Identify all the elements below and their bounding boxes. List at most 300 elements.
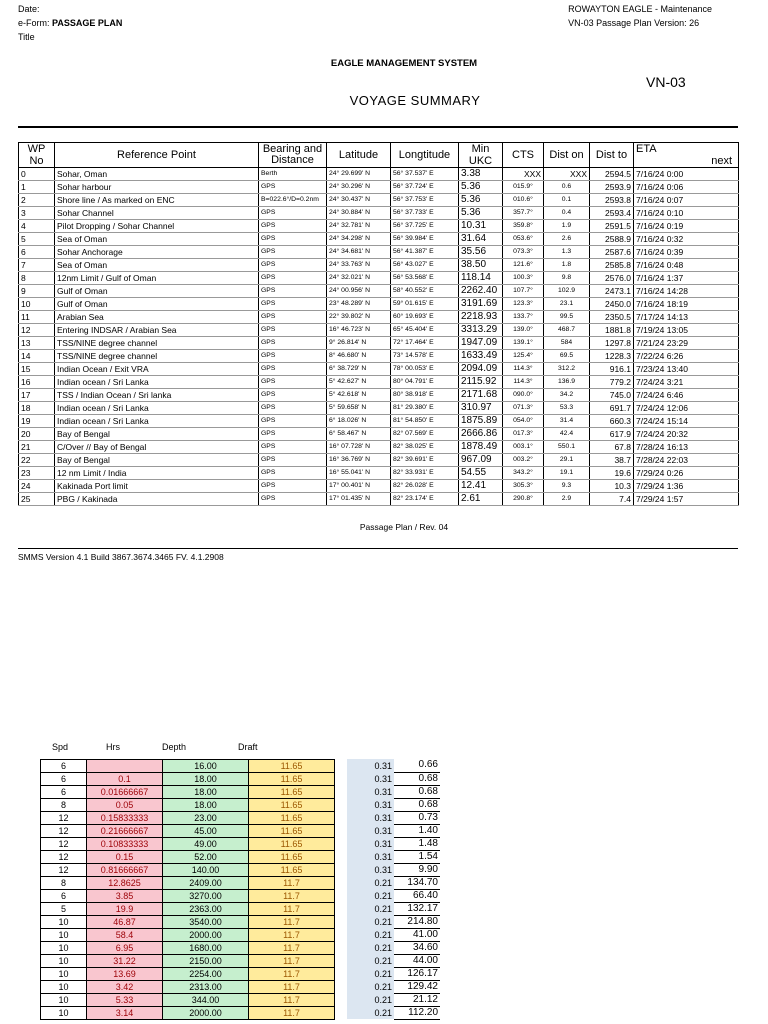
calc-cell-draft: 11.65: [249, 812, 335, 825]
factor-table: [347, 759, 440, 1020]
cell-dist-on: 99.5: [544, 311, 590, 324]
factor-cell-factor: 0.31: [347, 772, 394, 785]
calc-cell-hrs: 0.81666667: [87, 864, 163, 877]
cell-eta: 7/22/24 6:26: [634, 350, 739, 363]
cell-bearing-distance: GPS: [259, 272, 327, 285]
col-latitude: Latitude: [327, 143, 391, 168]
factor-cell-factor: 0.21: [347, 928, 394, 941]
cell-longitude: 72° 17.464' E: [391, 337, 459, 350]
table-row: [19, 454, 739, 467]
voyage-summary-title: VOYAGE SUMMARY: [349, 93, 481, 108]
calc-row: [41, 799, 335, 812]
calc-cell-hrs: 0.1: [87, 773, 163, 786]
date-label: Date:: [18, 4, 40, 14]
cell-cts: 010.6°: [503, 194, 544, 207]
cell-min-ukc: 5.36: [459, 181, 503, 194]
factor-row: [347, 967, 440, 980]
cell-min-ukc: 54.55: [459, 467, 503, 480]
cell-cts: 290.8°: [503, 493, 544, 506]
factor-cell-value: 9.90: [394, 863, 440, 876]
factor-row: [347, 915, 440, 928]
calc-cell-depth: 18.00: [163, 799, 249, 812]
factor-row: [347, 850, 440, 863]
factor-cell-factor: 0.31: [347, 824, 394, 837]
factor-row: [347, 980, 440, 993]
eform-line: [18, 16, 122, 30]
calc-header-depth: Depth: [162, 742, 187, 752]
cell-reference-point: Indian ocean / Sri Lanka: [55, 415, 259, 428]
cell-bearing-distance: GPS: [259, 402, 327, 415]
table-row: [19, 467, 739, 480]
cell-cts: 071.3°: [503, 402, 544, 415]
cell-dist-on: 0.4: [544, 207, 590, 220]
calc-row: [41, 903, 335, 916]
factor-row: [347, 772, 440, 785]
cell-eta: 7/16/24 18:19: [634, 298, 739, 311]
cell-eta: 7/28/24 22:03: [634, 454, 739, 467]
table-row: [19, 350, 739, 363]
calc-cell-depth: 2363.00: [163, 903, 249, 916]
cell-latitude: 8° 46.680' N: [327, 350, 391, 363]
cell-wp-no: 22: [19, 454, 55, 467]
cell-latitude: 6° 58.467' N: [327, 428, 391, 441]
col-min-ukc: Min UKC: [459, 143, 503, 168]
cell-dist-to: 779.2: [590, 376, 634, 389]
cell-cts: XXX: [503, 168, 544, 181]
factor-cell-factor: 0.21: [347, 993, 394, 1006]
col-eta: [634, 143, 739, 168]
table-row: [19, 298, 739, 311]
calc-cell-draft: 11.65: [249, 773, 335, 786]
cell-min-ukc: 2218.93: [459, 311, 503, 324]
cell-longitude: 73° 14.578' E: [391, 350, 459, 363]
calc-row: [41, 838, 335, 851]
calc-cell-depth: 3540.00: [163, 916, 249, 929]
cell-dist-on: 23.1: [544, 298, 590, 311]
cell-latitude: 6° 18.026' N: [327, 415, 391, 428]
cell-cts: 054.0°: [503, 415, 544, 428]
cell-latitude: 16° 07.728' N: [327, 441, 391, 454]
calc-cell-draft: 11.7: [249, 903, 335, 916]
cell-min-ukc: 31.64: [459, 233, 503, 246]
calc-header-hrs: Hrs: [106, 742, 120, 752]
bottom-divider: [18, 548, 738, 549]
cell-reference-point: C/Over // Bay of Bengal: [55, 441, 259, 454]
cell-dist-on: 29.1: [544, 454, 590, 467]
cell-reference-point: 12nm Limit / Gulf of Oman: [55, 272, 259, 285]
cell-min-ukc: 1878.49: [459, 441, 503, 454]
cell-min-ukc: 2171.68: [459, 389, 503, 402]
table-row: [19, 246, 739, 259]
factor-cell-factor: 0.31: [347, 785, 394, 798]
cell-dist-to: 2473.1: [590, 285, 634, 298]
cell-dist-to: 19.6: [590, 467, 634, 480]
cell-longitude: 56° 37.753' E: [391, 194, 459, 207]
cell-eta: 7/16/24 0:07: [634, 194, 739, 207]
cell-eta: 7/24/24 15:14: [634, 415, 739, 428]
cell-min-ukc: 118.14: [459, 272, 503, 285]
eform-value: PASSAGE PLAN: [52, 18, 123, 28]
cell-bearing-distance: GPS: [259, 350, 327, 363]
cell-eta: 7/16/24 0:48: [634, 259, 739, 272]
cell-longitude: 56° 37.537' E: [391, 168, 459, 181]
cell-bearing-distance: GPS: [259, 467, 327, 480]
cell-cts: 139.0°: [503, 324, 544, 337]
cell-longitude: 78° 00.053' E: [391, 363, 459, 376]
factor-cell-value: 126.17: [394, 967, 440, 980]
table-row: [19, 441, 739, 454]
calc-cell-spd: 10: [41, 955, 87, 968]
table-row: [19, 402, 739, 415]
calc-cell-hrs: 31.22: [87, 955, 163, 968]
factor-row: [347, 928, 440, 941]
calc-header-spd: Spd: [52, 742, 69, 752]
factor-cell-value: 21.12: [394, 993, 440, 1006]
factor-cell-value: 0.66: [394, 759, 440, 772]
cell-bearing-distance: GPS: [259, 493, 327, 506]
cell-latitude: 24° 34.681' N: [327, 246, 391, 259]
cell-min-ukc: 2094.09: [459, 363, 503, 376]
cell-bearing-distance: GPS: [259, 298, 327, 311]
cell-longitude: 80° 38.918' E: [391, 389, 459, 402]
table-row: [19, 415, 739, 428]
cell-min-ukc: 3313.29: [459, 324, 503, 337]
cell-dist-on: 53.3: [544, 402, 590, 415]
cell-dist-on: 9.3: [544, 480, 590, 493]
cell-bearing-distance: Berth: [259, 168, 327, 181]
calc-cell-hrs: 0.01666667: [87, 786, 163, 799]
factor-cell-factor: 0.21: [347, 941, 394, 954]
cell-dist-on: 550.1: [544, 441, 590, 454]
cell-reference-point: Entering INDSAR / Arabian Sea: [55, 324, 259, 337]
cell-latitude: 24° 30.884' N: [327, 207, 391, 220]
cell-cts: 100.3°: [503, 272, 544, 285]
cell-latitude: 17° 00.401' N: [327, 480, 391, 493]
calc-cell-spd: 12: [41, 851, 87, 864]
calc-cell-hrs: 3.85: [87, 890, 163, 903]
table-row: [19, 428, 739, 441]
cell-wp-no: 20: [19, 428, 55, 441]
cell-wp-no: 24: [19, 480, 55, 493]
cell-longitude: 56° 43.027' E: [391, 259, 459, 272]
cell-cts: 114.3°: [503, 363, 544, 376]
factor-row: [347, 863, 440, 876]
cell-longitude: 81° 54.850' E: [391, 415, 459, 428]
cell-dist-to: 1297.8: [590, 337, 634, 350]
calc-cell-draft: 11.65: [249, 864, 335, 877]
cell-min-ukc: 1633.49: [459, 350, 503, 363]
table-row: [19, 207, 739, 220]
cell-eta: 7/19/24 13:05: [634, 324, 739, 337]
cell-longitude: 59° 01.615' E: [391, 298, 459, 311]
cell-reference-point: Bay of Bengal: [55, 428, 259, 441]
calc-row: [41, 786, 335, 799]
cell-longitude: 81° 29.380' E: [391, 402, 459, 415]
company-name: ROWAYTON EAGLE - Maintenance: [568, 4, 712, 14]
cell-longitude: 80° 04.791' E: [391, 376, 459, 389]
calc-row: [41, 773, 335, 786]
cell-wp-no: 25: [19, 493, 55, 506]
cell-bearing-distance: GPS: [259, 324, 327, 337]
cell-dist-to: 38.7: [590, 454, 634, 467]
factor-cell-value: 214.80: [394, 915, 440, 928]
cell-dist-to: 2593.4: [590, 207, 634, 220]
factor-cell-value: 0.68: [394, 798, 440, 811]
top-divider: [18, 126, 738, 128]
calc-cell-draft: 11.65: [249, 760, 335, 773]
calc-cell-depth: 52.00: [163, 851, 249, 864]
factor-cell-factor: 0.31: [347, 798, 394, 811]
calc-cell-hrs: 12.8625: [87, 877, 163, 890]
cell-cts: 090.0°: [503, 389, 544, 402]
table-row: [19, 363, 739, 376]
factor-cell-value: 1.48: [394, 837, 440, 850]
factor-row: [347, 824, 440, 837]
cell-dist-to: 2594.5: [590, 168, 634, 181]
calc-cell-hrs: [87, 760, 163, 773]
cell-eta: 7/23/24 13:40: [634, 363, 739, 376]
cell-longitude: 82° 38.025' E: [391, 441, 459, 454]
cell-eta: 7/28/24 16:13: [634, 441, 739, 454]
factor-cell-value: 129.42: [394, 980, 440, 993]
cell-reference-point: Gulf of Oman: [55, 298, 259, 311]
cell-latitude: 24° 29.699' N: [327, 168, 391, 181]
cell-cts: 053.6°: [503, 233, 544, 246]
cell-dist-to: 2587.6: [590, 246, 634, 259]
cell-wp-no: 10: [19, 298, 55, 311]
table-row: [19, 389, 739, 402]
cell-eta: 7/29/24 1:57: [634, 493, 739, 506]
factor-cell-value: 44.00: [394, 954, 440, 967]
factor-cell-factor: 0.21: [347, 876, 394, 889]
calc-row: [41, 994, 335, 1007]
col-reference-point: Reference Point: [55, 143, 259, 168]
cell-reference-point: Kakinada Port limit: [55, 480, 259, 493]
cell-dist-to: 67.8: [590, 441, 634, 454]
cell-cts: 107.7°: [503, 285, 544, 298]
table-row: [19, 220, 739, 233]
cell-latitude: 22° 39.802' N: [327, 311, 391, 324]
factor-cell-factor: 0.21: [347, 980, 394, 993]
cell-dist-to: 2450.0: [590, 298, 634, 311]
cell-min-ukc: 1947.09: [459, 337, 503, 350]
cell-reference-point: Sea of Oman: [55, 233, 259, 246]
calc-cell-hrs: 19.9: [87, 903, 163, 916]
cell-eta: 7/16/24 0:32: [634, 233, 739, 246]
cell-longitude: 82° 07.569' E: [391, 428, 459, 441]
calc-row: [41, 851, 335, 864]
cell-wp-no: 17: [19, 389, 55, 402]
cell-reference-point: Indian ocean / Sri Lanka: [55, 402, 259, 415]
col-cts: CTS: [503, 143, 544, 168]
cell-longitude: 56° 39.984' E: [391, 233, 459, 246]
cell-dist-to: 916.1: [590, 363, 634, 376]
cell-cts: 073.3°: [503, 246, 544, 259]
eta-next-label: next: [711, 155, 732, 167]
calc-cell-draft: 11.65: [249, 825, 335, 838]
calc-cell-spd: 8: [41, 799, 87, 812]
calc-cell-draft: 11.7: [249, 890, 335, 903]
cell-latitude: 16° 46.723' N: [327, 324, 391, 337]
calc-cell-spd: 5: [41, 903, 87, 916]
calc-row: [41, 929, 335, 942]
cell-reference-point: Shore line / As marked on ENC: [55, 194, 259, 207]
cell-bearing-distance: GPS: [259, 428, 327, 441]
cell-min-ukc: 5.36: [459, 207, 503, 220]
factor-row: [347, 811, 440, 824]
cell-latitude: 24° 32.781' N: [327, 220, 391, 233]
factor-cell-value: 134.70: [394, 876, 440, 889]
cell-latitude: 24° 30.296' N: [327, 181, 391, 194]
table-header-row: [19, 143, 739, 168]
cell-cts: 015.9°: [503, 181, 544, 194]
calc-cell-draft: 11.65: [249, 786, 335, 799]
cell-dist-to: 1881.8: [590, 324, 634, 337]
table-row: [19, 285, 739, 298]
cell-dist-to: 2591.5: [590, 220, 634, 233]
calc-cell-hrs: 58.4: [87, 929, 163, 942]
cell-dist-on: 136.9: [544, 376, 590, 389]
cell-dist-to: 617.9: [590, 428, 634, 441]
cell-reference-point: Gulf of Oman: [55, 285, 259, 298]
cell-latitude: 5° 42.627' N: [327, 376, 391, 389]
cell-min-ukc: 35.56: [459, 246, 503, 259]
cell-cts: 003.1°: [503, 441, 544, 454]
factor-cell-value: 132.17: [394, 902, 440, 915]
cell-dist-to: 10.3: [590, 480, 634, 493]
calc-cell-depth: 2000.00: [163, 929, 249, 942]
calc-cell-spd: 6: [41, 890, 87, 903]
cell-wp-no: 16: [19, 376, 55, 389]
title-label: Title: [18, 32, 35, 42]
calc-cell-spd: 10: [41, 916, 87, 929]
calc-cell-spd: 10: [41, 994, 87, 1007]
col-wp-no: WP No: [19, 143, 55, 168]
calc-cell-depth: 140.00: [163, 864, 249, 877]
eta-label: ETA: [636, 143, 657, 155]
cell-latitude: 16° 55.041' N: [327, 467, 391, 480]
factor-cell-factor: 0.21: [347, 889, 394, 902]
cell-dist-on: 1.9: [544, 220, 590, 233]
cell-reference-point: 12 nm Limit / India: [55, 467, 259, 480]
cell-dist-on: 102.9: [544, 285, 590, 298]
header-right: [568, 2, 712, 30]
cell-reference-point: TSS/NINE degree channel: [55, 350, 259, 363]
cell-dist-on: 19.1: [544, 467, 590, 480]
calc-cell-depth: 2000.00: [163, 1007, 249, 1020]
table-row: [19, 324, 739, 337]
cell-min-ukc: 12.41: [459, 480, 503, 493]
cell-cts: 017.3°: [503, 428, 544, 441]
cell-longitude: 82° 39.691' E: [391, 454, 459, 467]
calc-cell-depth: 2150.00: [163, 955, 249, 968]
cell-longitude: 60° 19.693' E: [391, 311, 459, 324]
calc-cell-spd: 12: [41, 812, 87, 825]
table-row: [19, 480, 739, 493]
calc-cell-draft: 11.7: [249, 994, 335, 1007]
factor-row: [347, 798, 440, 811]
cell-latitude: 24° 30.437' N: [327, 194, 391, 207]
calc-row: [41, 812, 335, 825]
cell-min-ukc: 967.09: [459, 454, 503, 467]
factor-cell-value: 41.00: [394, 928, 440, 941]
calc-cell-depth: 49.00: [163, 838, 249, 851]
cell-reference-point: Pilot Dropping / Sohar Channel: [55, 220, 259, 233]
calc-cell-spd: 10: [41, 968, 87, 981]
cell-bearing-distance: GPS: [259, 220, 327, 233]
calc-row: [41, 890, 335, 903]
calc-cell-hrs: 0.21666667: [87, 825, 163, 838]
calc-cell-hrs: 13.69: [87, 968, 163, 981]
header-left: [18, 2, 122, 44]
speed-calc-table: [40, 759, 335, 1020]
cell-eta: 7/24/24 6:46: [634, 389, 739, 402]
factor-cell-factor: 0.21: [347, 902, 394, 915]
factor-row: [347, 902, 440, 915]
cell-reference-point: TSS/NINE degree channel: [55, 337, 259, 350]
col-longitude: Longtitude: [391, 143, 459, 168]
factor-cell-value: 1.54: [394, 850, 440, 863]
cell-wp-no: 14: [19, 350, 55, 363]
cell-dist-on: 31.4: [544, 415, 590, 428]
cell-dist-to: 2588.9: [590, 233, 634, 246]
cell-reference-point: Sea of Oman: [55, 259, 259, 272]
calc-cell-draft: 11.7: [249, 955, 335, 968]
cell-wp-no: 15: [19, 363, 55, 376]
cell-dist-on: 2.9: [544, 493, 590, 506]
cell-bearing-distance: GPS: [259, 454, 327, 467]
factor-row: [347, 759, 440, 772]
factor-cell-factor: 0.21: [347, 967, 394, 980]
cell-min-ukc: 310.97: [459, 402, 503, 415]
factor-row: [347, 1006, 440, 1019]
cell-dist-on: 1.3: [544, 246, 590, 259]
factor-cell-factor: 0.31: [347, 811, 394, 824]
factor-row: [347, 837, 440, 850]
calc-cell-spd: 8: [41, 877, 87, 890]
cell-min-ukc: 2262.40: [459, 285, 503, 298]
cell-min-ukc: 2.61: [459, 493, 503, 506]
factor-cell-factor: 0.31: [347, 837, 394, 850]
cell-min-ukc: 5.36: [459, 194, 503, 207]
calc-cell-draft: 11.7: [249, 942, 335, 955]
factor-row: [347, 876, 440, 889]
calc-header-draft: Draft: [238, 742, 258, 752]
cell-dist-on: 584: [544, 337, 590, 350]
calc-cell-depth: 18.00: [163, 773, 249, 786]
cell-reference-point: TSS / Indian Ocean / Sri lanka: [55, 389, 259, 402]
cell-longitude: 58° 40.552' E: [391, 285, 459, 298]
cell-dist-on: 34.2: [544, 389, 590, 402]
cell-wp-no: 21: [19, 441, 55, 454]
calc-cell-depth: 344.00: [163, 994, 249, 1007]
calc-cell-hrs: 0.10833333: [87, 838, 163, 851]
cell-dist-to: 2593.8: [590, 194, 634, 207]
calc-cell-depth: 2254.00: [163, 968, 249, 981]
calc-cell-depth: 18.00: [163, 786, 249, 799]
cell-eta: 7/29/24 0:26: [634, 467, 739, 480]
cell-min-ukc: 10.31: [459, 220, 503, 233]
factor-cell-factor: 0.21: [347, 1006, 394, 1019]
cell-min-ukc: 2666.86: [459, 428, 503, 441]
cell-wp-no: 2: [19, 194, 55, 207]
calc-cell-spd: 6: [41, 786, 87, 799]
cell-dist-on: 312.2: [544, 363, 590, 376]
cell-dist-on: 9.8: [544, 272, 590, 285]
calc-cell-depth: 45.00: [163, 825, 249, 838]
cell-latitude: 24° 34.298' N: [327, 233, 391, 246]
cell-bearing-distance: GPS: [259, 389, 327, 402]
